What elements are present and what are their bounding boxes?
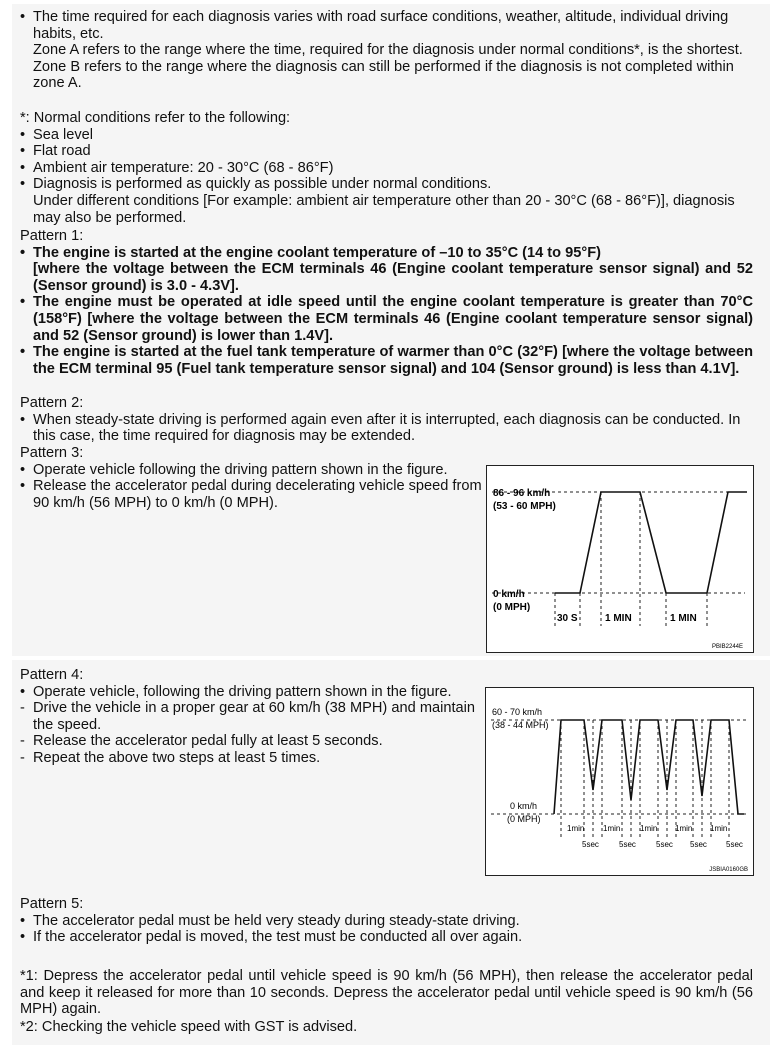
fig1-top-label-mph: (53 - 60 MPH) [493,501,556,512]
speed-trace [555,492,747,593]
pattern-1-item: The engine is started at the engine coolant temperature of –10 to 35°C (14 to 95°F) [33,244,601,261]
normal-item: Sea level [33,126,94,143]
fig2-top-label-kmh: 60 - 70 km/h [492,707,543,717]
zone-a-text: Zone A refers to the range where the time, required for the diagnosis under normal conditions*, is the shortest. [33,42,743,59]
pattern-3: Pattern 3: • Operate vehicle following the driving pattern shown in the figure. • Release the accelerator pedal during decelerating vehicle speed from 90 km/h (56 MPH) to 0 km/h (0 MPH). [20,445,482,511]
normal-conditions: *: Normal conditions refer to the following: • Sea level • Flat road • Ambient air temperature: 20 - 30°C (68 - 86°F) • Diagnosis is performed as quickly as possible under normal conditions. Under different conditions [For example: ambient air temperature other than 20 - 30°C (68 - 86°F)], diagnosis may also be performed. [20,110,753,226]
figure-1-graph [487,466,753,652]
fig2-sec-label: 5sec [726,840,743,849]
pattern-4-item: Operate vehicle, following the driving pattern shown in the figure. [33,683,452,700]
pattern-5-item: The accelerator pedal must be held very steady during steady-state driving. [33,912,520,929]
pattern-3-item: Operate vehicle following the driving pattern shown in the figure. [33,461,448,478]
pattern-4-item: Repeat the above two steps at least 5 times. [33,749,321,766]
pattern-5-title: Pattern 5: [20,896,84,912]
fig2-min-label: 1min [567,824,585,833]
fig2-code: JSBIA0160GB [709,867,748,873]
pattern-1-title: Pattern 1: [20,228,84,244]
pattern-4-item: Release the accelerator pedal fully at least 5 seconds. [33,733,383,750]
normal-item: Diagnosis is performed as quickly as possible under normal conditions. [33,176,492,193]
fig1-segment-1min: 1 MIN [605,613,632,624]
fig2-sec-label: 5sec [582,840,599,849]
pattern-2-item: When steady-state driving is performed again even after it is interrupted, each diagnosis can be conducted. In this case, the time required for diagnosis may be extended. [33,411,741,445]
pattern-3-item: Release the accelerator pedal during decelerating vehicle speed from 90 km/h (56 MPH) to 0 km/h (0 MPH). [33,478,482,511]
fig1-zero-label-kmh: 0 km/h [493,589,525,600]
fig1-zero-label-mph: (0 MPH) [493,602,531,613]
fig2-zero-label-kmh: 0 km/h [510,801,538,811]
fig1-segment-1min: 1 MIN [670,613,697,624]
normal-item: Ambient air temperature: 20 - 30°C (68 - 86°F) [33,159,334,176]
pattern-2-title: Pattern 2: [20,395,84,411]
fig2-min-label: 1min [603,824,621,833]
fig1-top-label-kmh: 86 - 96 km/h [493,488,551,499]
fig2-top-label-mph: (38 - 44 MPH) [492,720,549,730]
fig2-sec-label: 5sec [656,840,673,849]
pattern-1: Pattern 1: • The engine is started at the engine coolant temperature of –10 to 35°C (14 to 95°F) [where the voltage between the ECM terminals 46 (Engine coolant temperature sensor signal) and 52 (Sensor ground) is 3.0 - 4.3V]. • The engine must be operated at idle speed until the engine coolant temperature is greater than 70°C (158°F) [where the voltage between the ECM terminals 46 (Engine coolant temperature sensor signal) and 52 (Sensor ground) is lower than 1.4V]. • The engine is started at the fuel tank temperature of warmer than 0°C (32°F) [where the voltage between the ECM terminal 95 (Fuel tank temperature sensor signal) and 104 (Sensor ground) is less than 4.1V]. [20,228,753,377]
pattern-5-item: If the accelerator pedal is moved, the test must be conducted all over again. [33,929,523,946]
pattern-4-marker: - [20,700,25,717]
fig2-sec-label: 5sec [619,840,636,849]
pattern-4 [20,667,475,767]
pattern-1-item: The engine is started at the fuel tank temperature of warmer than 0°C (32°F) [where the voltage between the ECM terminal 95 (Fuel tank temperature sensor signal) and 104 (Sensor ground) is less than 4.1V]. [33,344,753,377]
pattern-4-title: Pattern 4: [20,667,84,683]
intro-section: • The time required for each diagnosis varies with road surface conditions, weather, altitude, individual driving habits, etc. Zone A refers to the range where the time, required for the diagnosis under normal conditions*, is the shortest. Zone B refers to the range where the diagnosis can still be performed if the diagnosis is not completed within zone A. [20,9,753,92]
pattern-5: Pattern 5: • The accelerator pedal must be held very steady during steady-state driving. • If the accelerator pedal is moved, the test must be conducted all over again. [20,896,753,946]
pattern-4-marker: - [20,733,25,750]
pattern-4-marker: - [20,749,25,766]
fig2-min-label: 1min [710,824,728,833]
fig1-code: PBIB2244E [711,644,743,650]
footnote-1: *1: Depress the accelerator pedal until vehicle speed is 90 km/h (56 MPH), then release the accelerator pedal and keep it released for more than 10 seconds. Depress the accelerator pedal until vehicle speed is 90 km/h (56 MPH) again. [20,968,753,1018]
fig2-zero-label-mph: (0 MPH) [507,814,541,824]
pattern-1-item-cont: [where the voltage between the ECM terminals 46 (Engine coolant temperature sensor signal) and 52 (Sensor ground) is 3.0 - 4.3V]. [33,261,753,294]
fig2-min-label: 1min [640,824,658,833]
footnote-2: *2: Checking the vehicle speed with GST is advised. [20,1019,358,1035]
normal-item: Flat road [33,143,91,160]
pattern-4-marker: • [20,683,26,700]
figure-2-graph [486,688,753,875]
fig2-sec-label: 5sec [690,840,707,849]
normal-intro: *: Normal conditions refer to the following: [20,110,291,126]
pattern-3-title: Pattern 3: [20,445,84,461]
pattern-2: Pattern 2: • When steady-state driving is performed again even after it is interrupted, each diagnosis can be conducted. In this case, the time required for diagnosis may be extended. [20,395,753,445]
speed-trace [554,720,744,814]
pattern-1-item: The engine must be operated at idle speed until the engine coolant temperature is greater than 70°C (158°F) [where the voltage between the ECM terminals 46 (Engine coolant temperature sensor signal) and 52 (Sensor ground) is lower than 1.4V]. [33,294,753,344]
driving-pattern-figure-1 [486,465,754,653]
fig1-segment-30s: 30 S [557,613,578,624]
intro-bullet: The time required for each diagnosis varies with road surface conditions, weather, altitude, individual driving habits, etc. [33,9,729,42]
zone-b-text: Zone B refers to the range where the diagnosis can still be performed if the diagnosis is not completed within zone A. [33,58,734,92]
driving-pattern-figure-2 [485,687,754,876]
pattern-4-item: Drive the vehicle in a proper gear at 60 km/h (38 MPH) and maintain the speed. [33,700,475,733]
normal-note: Under different conditions [For example: ambient air temperature other than 20 - 30°C (68 - 86°F)], diagnosis may also be performed. [33,192,735,226]
fig2-min-label: 1min [675,824,693,833]
